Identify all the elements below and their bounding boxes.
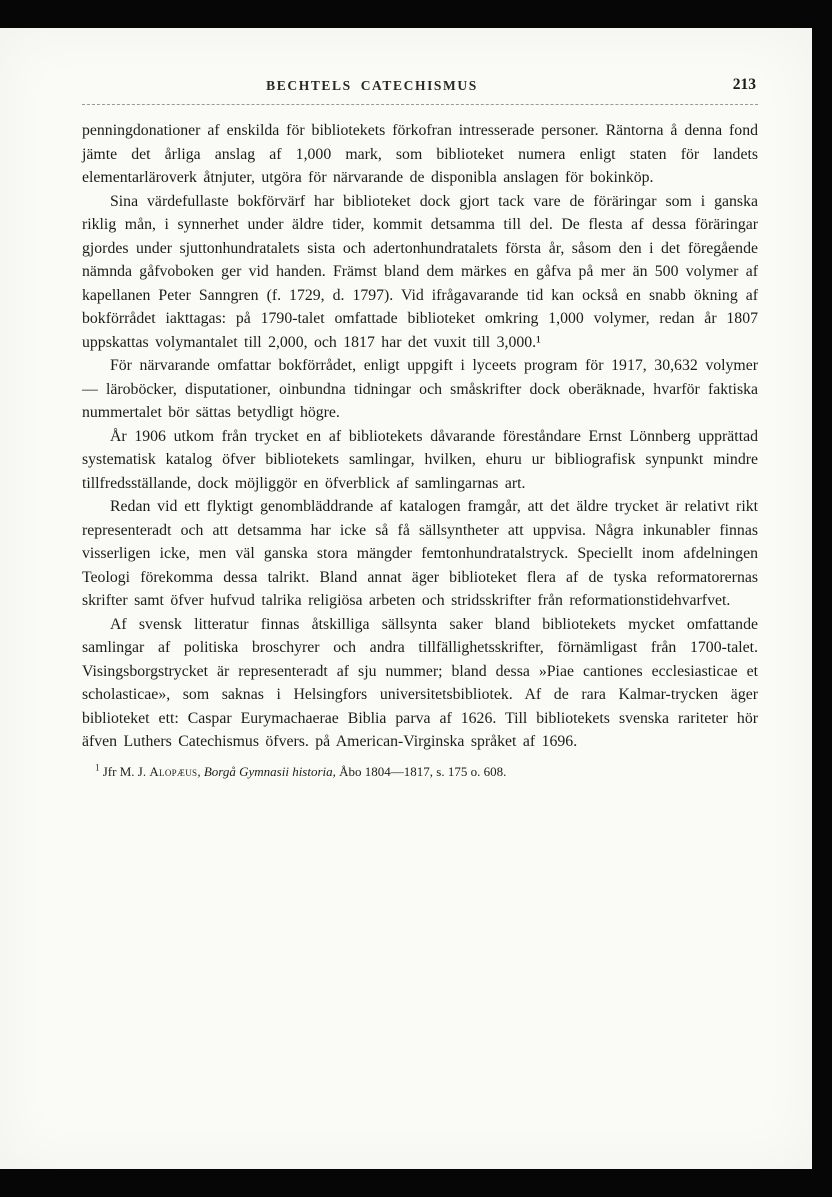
footnote-text: , <box>197 763 204 779</box>
footnote-marker: 1 <box>95 762 100 773</box>
body-paragraph: Redan vid ett flyktigt genombläddrande af katalogen framgår, att det äldre trycket är relativt rikt representeradt och att detsamma har icke så få sällsyntheter att uppvisa. Några inkunabler finnas visserligen icke, men väl ganska stora mängder femtonhundratalstryck. Speciellt inom afdelningen Teologi förekomma dessa talrikt. Bland annat äger biblioteket flera af de tyska reformatorernas skrifter samt öfver hufvud talrika religiösa arbeten och stridsskrifter från reformationstidehvarfvet. <box>82 498 758 609</box>
page-number: 213 <box>732 76 756 93</box>
footnote-text: Åbo 1804—1817, s. 175 o. 608. <box>335 763 507 779</box>
page-content <box>82 76 758 781</box>
footnote-text: Jfr M. J. <box>99 763 150 779</box>
body-text <box>82 119 758 754</box>
footnote-author-name: Alopæus <box>149 763 198 779</box>
footnote-work-title: Borgå Gymnasii historia, <box>203 763 336 779</box>
body-paragraph: penningdonationer af enskilda för bibliotekets förkofran intresserade personer. Räntorna å denna fond jämte det årliga anslag af 1,000 mark, som biblioteket numera enligt staten för landets elementarläroverk åtnjuter, utgöra för närvarande de disponibla anslagen för bokinköp. <box>82 122 758 186</box>
page-surface <box>0 28 812 1169</box>
body-paragraph: År 1906 utkom från trycket en af bibliotekets dåvarande föreståndare Ernst Lönnberg upprättad systematisk katalog öfver bibliotekets samlingar, hvilken, ehuru ur bibliografisk synpunkt mindre tillfredsställande, dock möjliggör en öfverblick af samlingarnas art. <box>82 427 758 492</box>
body-paragraph: För närvarande omfattar bokförrådet, enligt uppgift i lyceets program för 1917, 30,632 volymer — läroböcker, disputationer, oinbundna tidningar och småskrifter dock oberäknade, hvarför faktiska nummertalet bör sättas betydligt högre. <box>82 357 758 421</box>
body-paragraph: Af svensk litteratur finnas åtskilliga sällsynta saker bland bibliotekets mycket omfattande samlingar af politiska broschyrer och andra tillfällighetsskrifter, förnämligast från 1700-talet. Visingsborgstrycket är representeradt af sju nummer; bland dessa »Piae cantiones ecclesiasticae et scholasticae», som saknas i Helsingfors universitetsbibliotek. Af de rara Kalmar-trycken äger biblioteket ett: Caspar Eurymachaerae Biblia parva af 1626. Till bibliotekets svenska rariteter hör äfven Luthers Catechismus öfvers. på American-Virginska språket af 1696. <box>82 615 758 750</box>
body-paragraph: Sina värdefullaste bokförvärf har biblioteket dock gjort tack vare de föräringar som i ganska riklig mån, i synnerhet under äldre tider, kommit detsamma till del. De flesta af dessa föräringar gjordes under sjuttonhundratalets sista och adertonhundratalets första år, såsom den i det föregående nämnda gåfvoboken ger vid handen. Främst bland dem märkes en gåfva på mer än 500 volymer af kapellanen Peter Sanngren (f. 1729, d. 1797). Vid ifrågavarande tid kan också en snabb ökning af bokförrådet iakttagas: på 1790-talet omfattade biblioteket omkring 1,000 volymer, redan år 1807 uppskattas volymantalet till 2,000, och 1817 har det vuxit till 3,000.¹ <box>82 192 758 351</box>
footnote <box>82 762 758 781</box>
running-title: BECHTELS CATECHISMUS <box>266 78 478 93</box>
page-header <box>82 76 758 105</box>
